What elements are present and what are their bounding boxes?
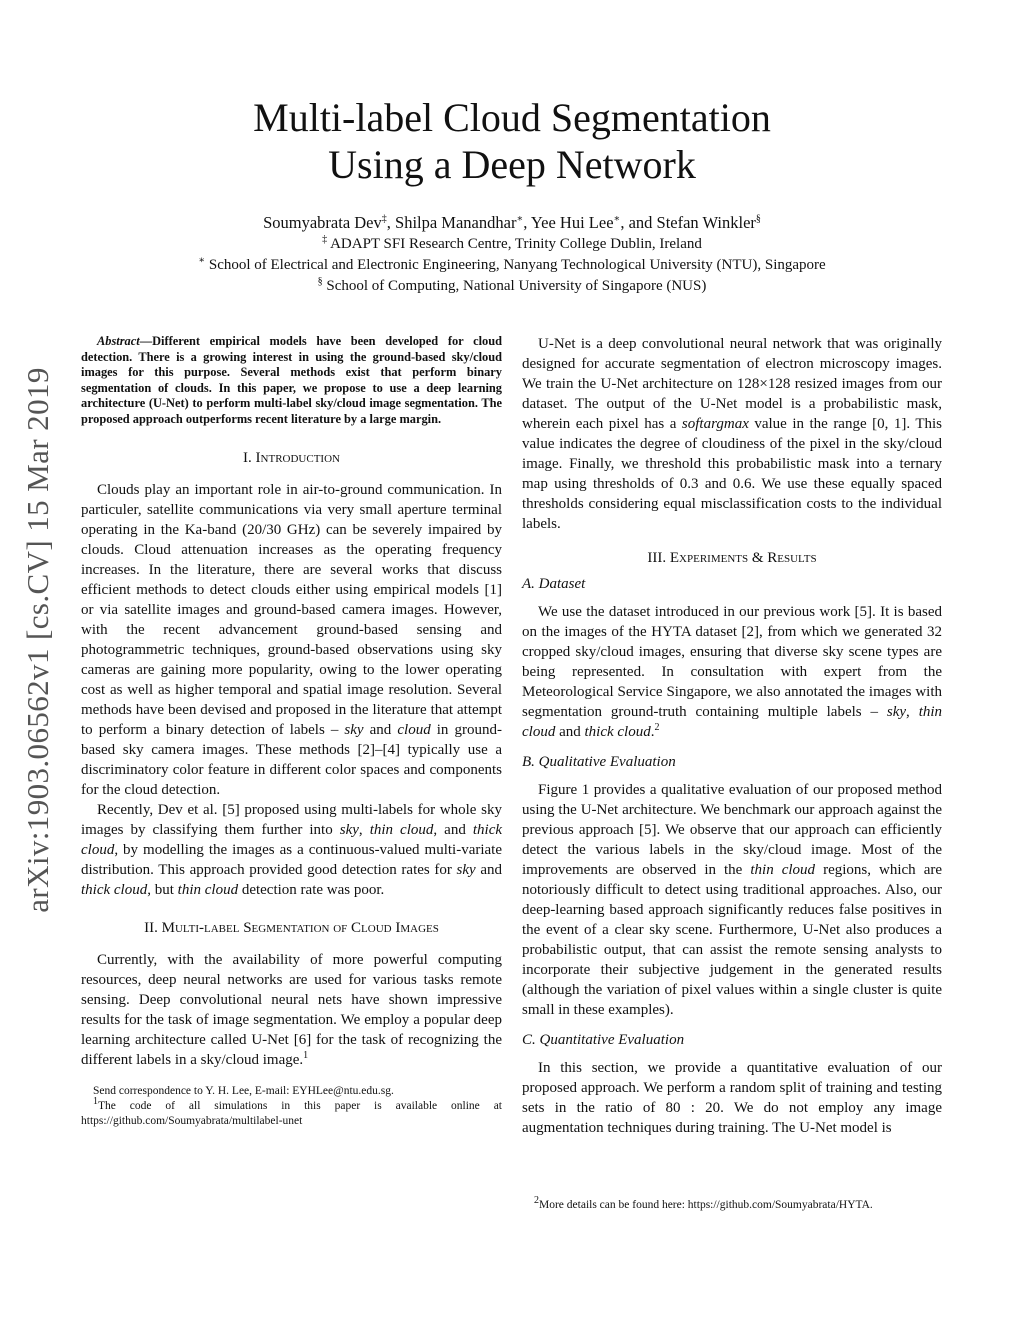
segmentation-paragraph — [81, 950, 502, 1070]
right-column — [522, 334, 942, 1138]
left-column — [81, 334, 502, 1129]
dataset-paragraph — [522, 602, 942, 742]
text-run: in ground-based sky camera images. These methods [2]–[4] typically use a discriminatory color feature in different color spaces and components for the cloud detection. — [81, 721, 502, 798]
section-title: Introduction — [255, 449, 340, 466]
section-number: I. — [243, 449, 252, 466]
affiliation-line — [0, 276, 1024, 296]
author-name: Yee Hui Lee — [530, 213, 614, 232]
text-run: and — [369, 721, 392, 738]
affiliation-mark: ‡ — [381, 213, 387, 225]
abstract-label: Abstract — [97, 334, 140, 348]
text-run: , — [906, 704, 910, 720]
intro-paragraph-1 — [81, 480, 502, 800]
section-heading-introduction — [81, 448, 502, 468]
paper-title — [0, 94, 1024, 188]
author-list: Soumyabrata Dev‡, Shilpa Manandhar∗, Yee Hui Lee∗, and Stefan Winkler§ — [263, 213, 761, 232]
text-run: , by modelling the images as a continuous-valued multi-variate distribution. This approach provided good detection rates for — [81, 841, 502, 878]
footnote-text: More details can be found here: https://github.com/Soumyabrata/HYTA. — [539, 1199, 873, 1211]
text-run: value in the range [0, 1]. This value indicates the degree of cloudiness of the pixel in the sky/cloud image. Finally, we threshold this probabilistic mask into a ternary map using thresholds of 0.3 and 0.6. We use these equally spaced thresholds considering equal misclassification costs to the individual labels. — [522, 416, 942, 532]
arxiv-identifier: arXiv:1903.06562v1 [cs.CV] 15 Mar 2019 — [20, 367, 55, 913]
subsection-heading-qualitative: B. Qualitative Evaluation — [522, 754, 676, 770]
abstract — [81, 334, 502, 428]
section-heading-segmentation — [81, 918, 502, 938]
section-number: II. — [144, 919, 158, 936]
subsection-heading-quantitative: C. Quantitative Evaluation — [522, 1032, 685, 1048]
text-run: U-Net is a deep convolutional neural network that was originally designed for accurate segmentation of electron microscopy images. We train the U-Net architecture on 128×128 resized images from our dataset. The output of the U-Net model is a probabilistic mask, wherein each pixel has a — [522, 336, 942, 432]
affiliation-line — [0, 234, 1024, 254]
affiliation-line — [0, 255, 1024, 275]
text-run: regions, which are notoriously difficult to detect using traditional approaches. Also, our deep-learning based approach significantly reduces false positives in the event of a clear sky scene. Furthermore, U-Net also produces a probabilistic output, that can assist the remote sensing analysts to incorporate their subjective judgement in the generated results (although the variation of pixel values within a single cluster is quite small in these examples). — [522, 862, 943, 1018]
abstract-dash: — — [139, 334, 153, 348]
footnote-mark: 2 — [654, 722, 660, 733]
emphasis: thick cloud — [584, 724, 651, 740]
text-run: Currently, with the availability of more powerful computing resources, deep neural networks are used for various tasks remote sensing. Deep convolutional neural nets have shown impressive results for the task of image segmentation. We employ a popular deep learning architecture called U-Net [6] for the task of recognizing the different labels in a sky/cloud image. — [81, 951, 502, 1068]
section-number: III. — [647, 550, 667, 566]
text-run: , but — [147, 881, 174, 898]
text-run: Clouds play an important role in air-to-ground communication. In particuler, satellite communications via very small aperture terminal operating in the Ka-band (20/30 GHz) can be severely impaired by clouds. Cloud attenuation increases as the operating frequency increases. In the literature, there are several works that discuss efficient methods to detect clouds either using empirical models [1] or via satellite images and ground-based camera images. However, with the recent advancement ground-based sensing and photogrammetric techniques, ground-based observations using sky cameras are gaining more popularity, owing to the lower operating cost as well as higher temporal and spatial image resolution. Several methods have been devised and proposed in the literature that attempt to perform a binary detection of labels – — [81, 481, 502, 738]
footnote-1 — [81, 1095, 502, 1129]
affiliation-text: School of Computing, National University of Singapore (NUS) — [326, 278, 707, 294]
emphasis: thick cloud — [81, 881, 148, 898]
emphasis: sky — [339, 821, 359, 838]
qualitative-paragraph — [522, 780, 942, 1020]
title-line-1: Multi-label Cloud Segmentation — [253, 95, 771, 140]
intro-paragraph-2 — [81, 800, 502, 900]
quantitative-paragraph: In this section, we provide a quantitative evaluation of our proposed approach. We perform a random split of training and testing sets in the ratio of 80 : 20. We do not employ any image augmentation techniques during training. The U-Net model is — [522, 1060, 942, 1136]
correspondence-footnote: Send correspondence to Y. H. Lee, E-mail: EYHLee@ntu.edu.sg. — [93, 1084, 394, 1097]
affiliation-text: ADAPT SFI Research Centre, Trinity College Dublin, Ireland — [330, 236, 702, 252]
affiliation-mark: § — [317, 276, 323, 287]
emphasis: thin cloud — [369, 821, 434, 838]
text-run: and — [480, 861, 503, 878]
emphasis: cloud — [397, 721, 431, 738]
text-run: , and — [433, 821, 466, 838]
unet-paragraph — [522, 334, 942, 534]
author-name: Soumyabrata Dev — [263, 213, 382, 232]
subsection-heading-dataset: A. Dataset — [522, 576, 586, 592]
emphasis: sky — [886, 704, 907, 720]
text-run: and — [559, 724, 581, 740]
footnote-mark: 2 — [534, 1195, 539, 1207]
text-run: We use the dataset introduced in our previous work [5]. It is based on the images of the HYTA dataset [2], from which we generated 32 cropped sky/cloud images, ensuring that diverse sky scene types are being represented. In consultation with expert from the Meteorological Service Singapore, we also annotated the images with segmentation ground-truth containing multiple labels – — [522, 604, 942, 720]
affiliation-mark: ∗ — [516, 213, 524, 225]
emphasis: softargmax — [681, 416, 749, 432]
text-run: Recently, Dev et al. [5] proposed using multi-labels for whole sky images by classifying them further into — [81, 801, 502, 838]
affiliation-text: School of Electrical and Electronic Engineering, Nanyang Technological University (NTU), Singapore — [208, 257, 826, 273]
emphasis: sky — [344, 721, 364, 738]
affiliation-mark: § — [755, 213, 761, 225]
emphasis: sky — [456, 861, 476, 878]
section-heading-experiments — [522, 548, 942, 568]
section-title: Multi-label Segmentation of Cloud Images — [161, 919, 439, 936]
footnote-mark: 1 — [93, 1095, 98, 1107]
title-line-2: Using a Deep Network — [328, 142, 696, 187]
author-name: Shilpa Manandhar — [395, 213, 517, 232]
footnote-text: The code of all simulations in this paper is available online at https://github.com/Soumyabrata/multilabel-unet — [81, 1099, 502, 1127]
emphasis: thin cloud — [522, 704, 943, 740]
footnote-mark: 1 — [303, 1049, 309, 1061]
affiliation-mark: ∗ — [198, 255, 206, 266]
affiliation-mark: ∗ — [613, 213, 621, 225]
text-run: . — [650, 724, 655, 740]
abstract-text: Different empirical models have been developed for cloud detection. There is a growing interest in using the ground-based sky/cloud images for this purpose. Several methods exist that perform binary segmentation of clouds. In this paper, we propose to use a deep learning architecture (U-Net) to perform multi-label sky/cloud image segmentation. The proposed approach outperforms recent literature by a large margin. — [81, 334, 502, 426]
footnote-2 — [522, 1195, 942, 1213]
emphasis: thin cloud — [750, 862, 816, 878]
text-run: Figure 1 provides a qualitative evaluation of our proposed method using the U-Net architecture. We benchmark our approach against the previous approach [5]. We observe that our approach can efficiently detect the various labels in the sky/cloud image. Most of the improvements are observed in the — [522, 782, 942, 878]
text-run: , — [358, 821, 363, 838]
emphasis: thin cloud — [177, 881, 239, 898]
affiliation-mark: ‡ — [322, 234, 328, 245]
author-name: and Stefan Winkler — [628, 213, 756, 232]
section-title: Experiments & Results — [669, 550, 817, 566]
emphasis: thick cloud — [81, 821, 503, 858]
text-run: detection rate was poor. — [241, 881, 385, 898]
